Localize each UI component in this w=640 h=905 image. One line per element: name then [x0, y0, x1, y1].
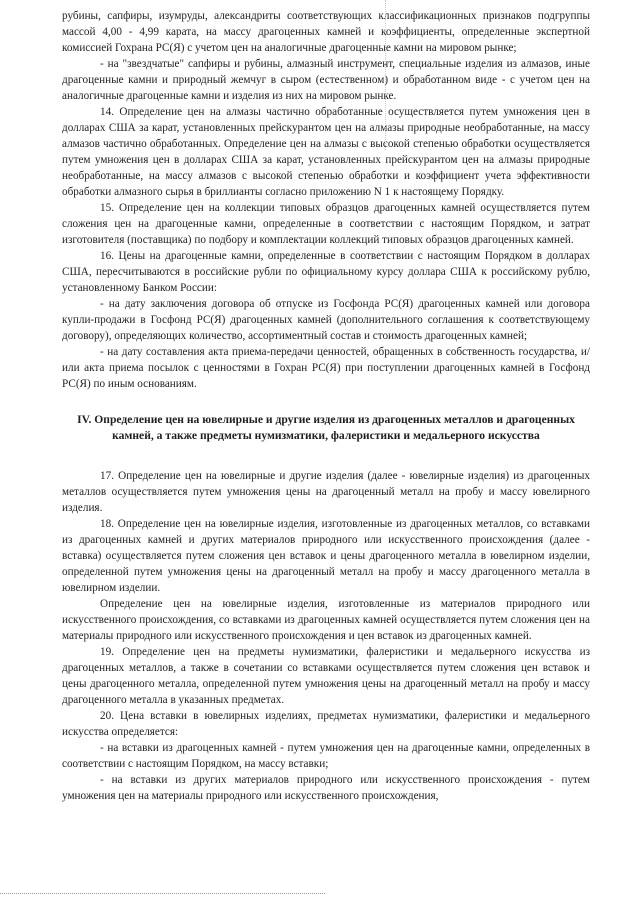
paragraph: Определение цен на ювелирные изделия, изготовленные из материалов природного или искусственного происхождения, со вставками из драгоценных камней осуществляется путем сложения цен на материалы природного или искусственного происхождения и цен вставок из драгоценных камней. [62, 598, 590, 642]
paragraph: 20. Цена вставки в ювелирных изделиях, предметах нумизматики, фалеристики и медальерного искусства определяется: [62, 710, 590, 738]
paragraph: - на дату составления акта приема-передачи ценностей, обращенных в собственность государства, и/или акта приема посылок с ценностями в Гохран РС(Я) при поступлении драгоценных камней в Госфонд РС(Я) по иным основаниям. [62, 346, 590, 390]
section-heading: IV. Определение цен на ювелирные и другие изделия из драгоценных металлов и драгоценных камней, а также предметы нумизматики, фалеристики и медальерного искусства [77, 413, 575, 442]
paragraph: рубины, сапфиры, изумруды, александриты соответствующих классификационных признаков подгруппы массой 4,00 - 4,99 карата, на массу драгоценных камней и коэффициенты, определенные экспертной комиссией Гохрана РС(Я) с учетом цен на аналогичные драгоценные камни на мировом рынке; [62, 10, 590, 54]
paragraph: 17. Определение цен на ювелирные и другие изделия (далее - ювелирные изделия) из драгоценных металлов осуществляется путем умножения цены на драгоценный металл на пробу и массу ювелирного изделия. [62, 470, 590, 514]
paragraph: - на "звездчатые" сапфиры и рубины, алмазный инструмент, специальные изделия из алмазов, иные драгоценные камни и природный жемчуг в сыром (естественном) и обработанном виде - с учетом цен на аналогичные драгоценные камни и изделия из них на мировом рынке. [62, 58, 590, 102]
paragraph: 15. Определение цен на коллекции типовых образцов драгоценных камней осуществляется путем сложения цен на драгоценные камни, определенные в соответствии с настоящим Порядком, и затрат изготовителя (поставщика) по подбору и комплектации коллекций типовых образцов драгоценных камней. [62, 202, 590, 246]
paragraphs-after-heading [62, 468, 590, 804]
paragraph: - на вставки из других материалов природного или искусственного происхождения - путем умножения цен на материалы природного или искусственного происхождения, [62, 774, 590, 802]
scan-artifact-line [385, 0, 386, 150]
paragraph: - на вставки из драгоценных камней - путем умножения цен на драгоценные камни, определенных в соответствии с настоящим Порядком, на массу вставки; [62, 742, 590, 770]
paragraph: 19. Определение цен на предметы нумизматики, фалеристики и медальерного искусства из драгоценных металлов, а также в сочетании со вставками осуществляется путем сложения цен вставок и цены драгоценного металла, определенной путем умножения цены на драгоценный металл на пробу и массу драгоценного металла в указанных предметах. [62, 646, 590, 706]
paragraph: 16. Цены на драгоценные камни, определенные в соответствии с настоящим Порядком в долларах США, пересчитываются в российские рубли по официальному курсу доллара США к российскому рублю, установленному Банком России: [62, 250, 590, 294]
paragraphs-before-heading [62, 8, 590, 392]
bottom-dotted-rule [0, 893, 325, 894]
paragraph: - на дату заключения договора об отпуске из Госфонда РС(Я) драгоценных камней или договора купли-продажи в Госфонд РС(Я) драгоценных камней (дополнительного соглашения к соответствующему договору), определяющих количество, ассортиментный состав и стоимость драгоценных камней; [62, 298, 590, 342]
paragraph: 14. Определение цен на алмазы частично обработанные осуществляется путем умножения цен в долларах США за карат, установленных прейскурантом цен на алмазы природные необработанные, на массу алмазов частично обработанных. Определение цен на алмазы с высокой степенью обработки осуществляется путем умножения цен в долларах США за карат, установленных прейскурантом цен на алмазы природные необработанные, на массу алмазов с высокой степенью обработки и коэффициент учета эффективности обработки алмазного сырья в бриллианты согласно приложению N 1 к настоящему Порядку. [62, 106, 590, 198]
paragraph: 18. Определение цен на ювелирные изделия, изготовленные из драгоценных металлов, со вставками из драгоценных камней и других материалов природного или искусственного происхождения (далее - вставка) осуществляется путем сложения цен вставок и цены драгоценного металла в ювелирном изделии, определенной путем умножения цены на драгоценный металл на пробу и массу драгоценного металла в ювелирном изделии. [62, 518, 590, 594]
